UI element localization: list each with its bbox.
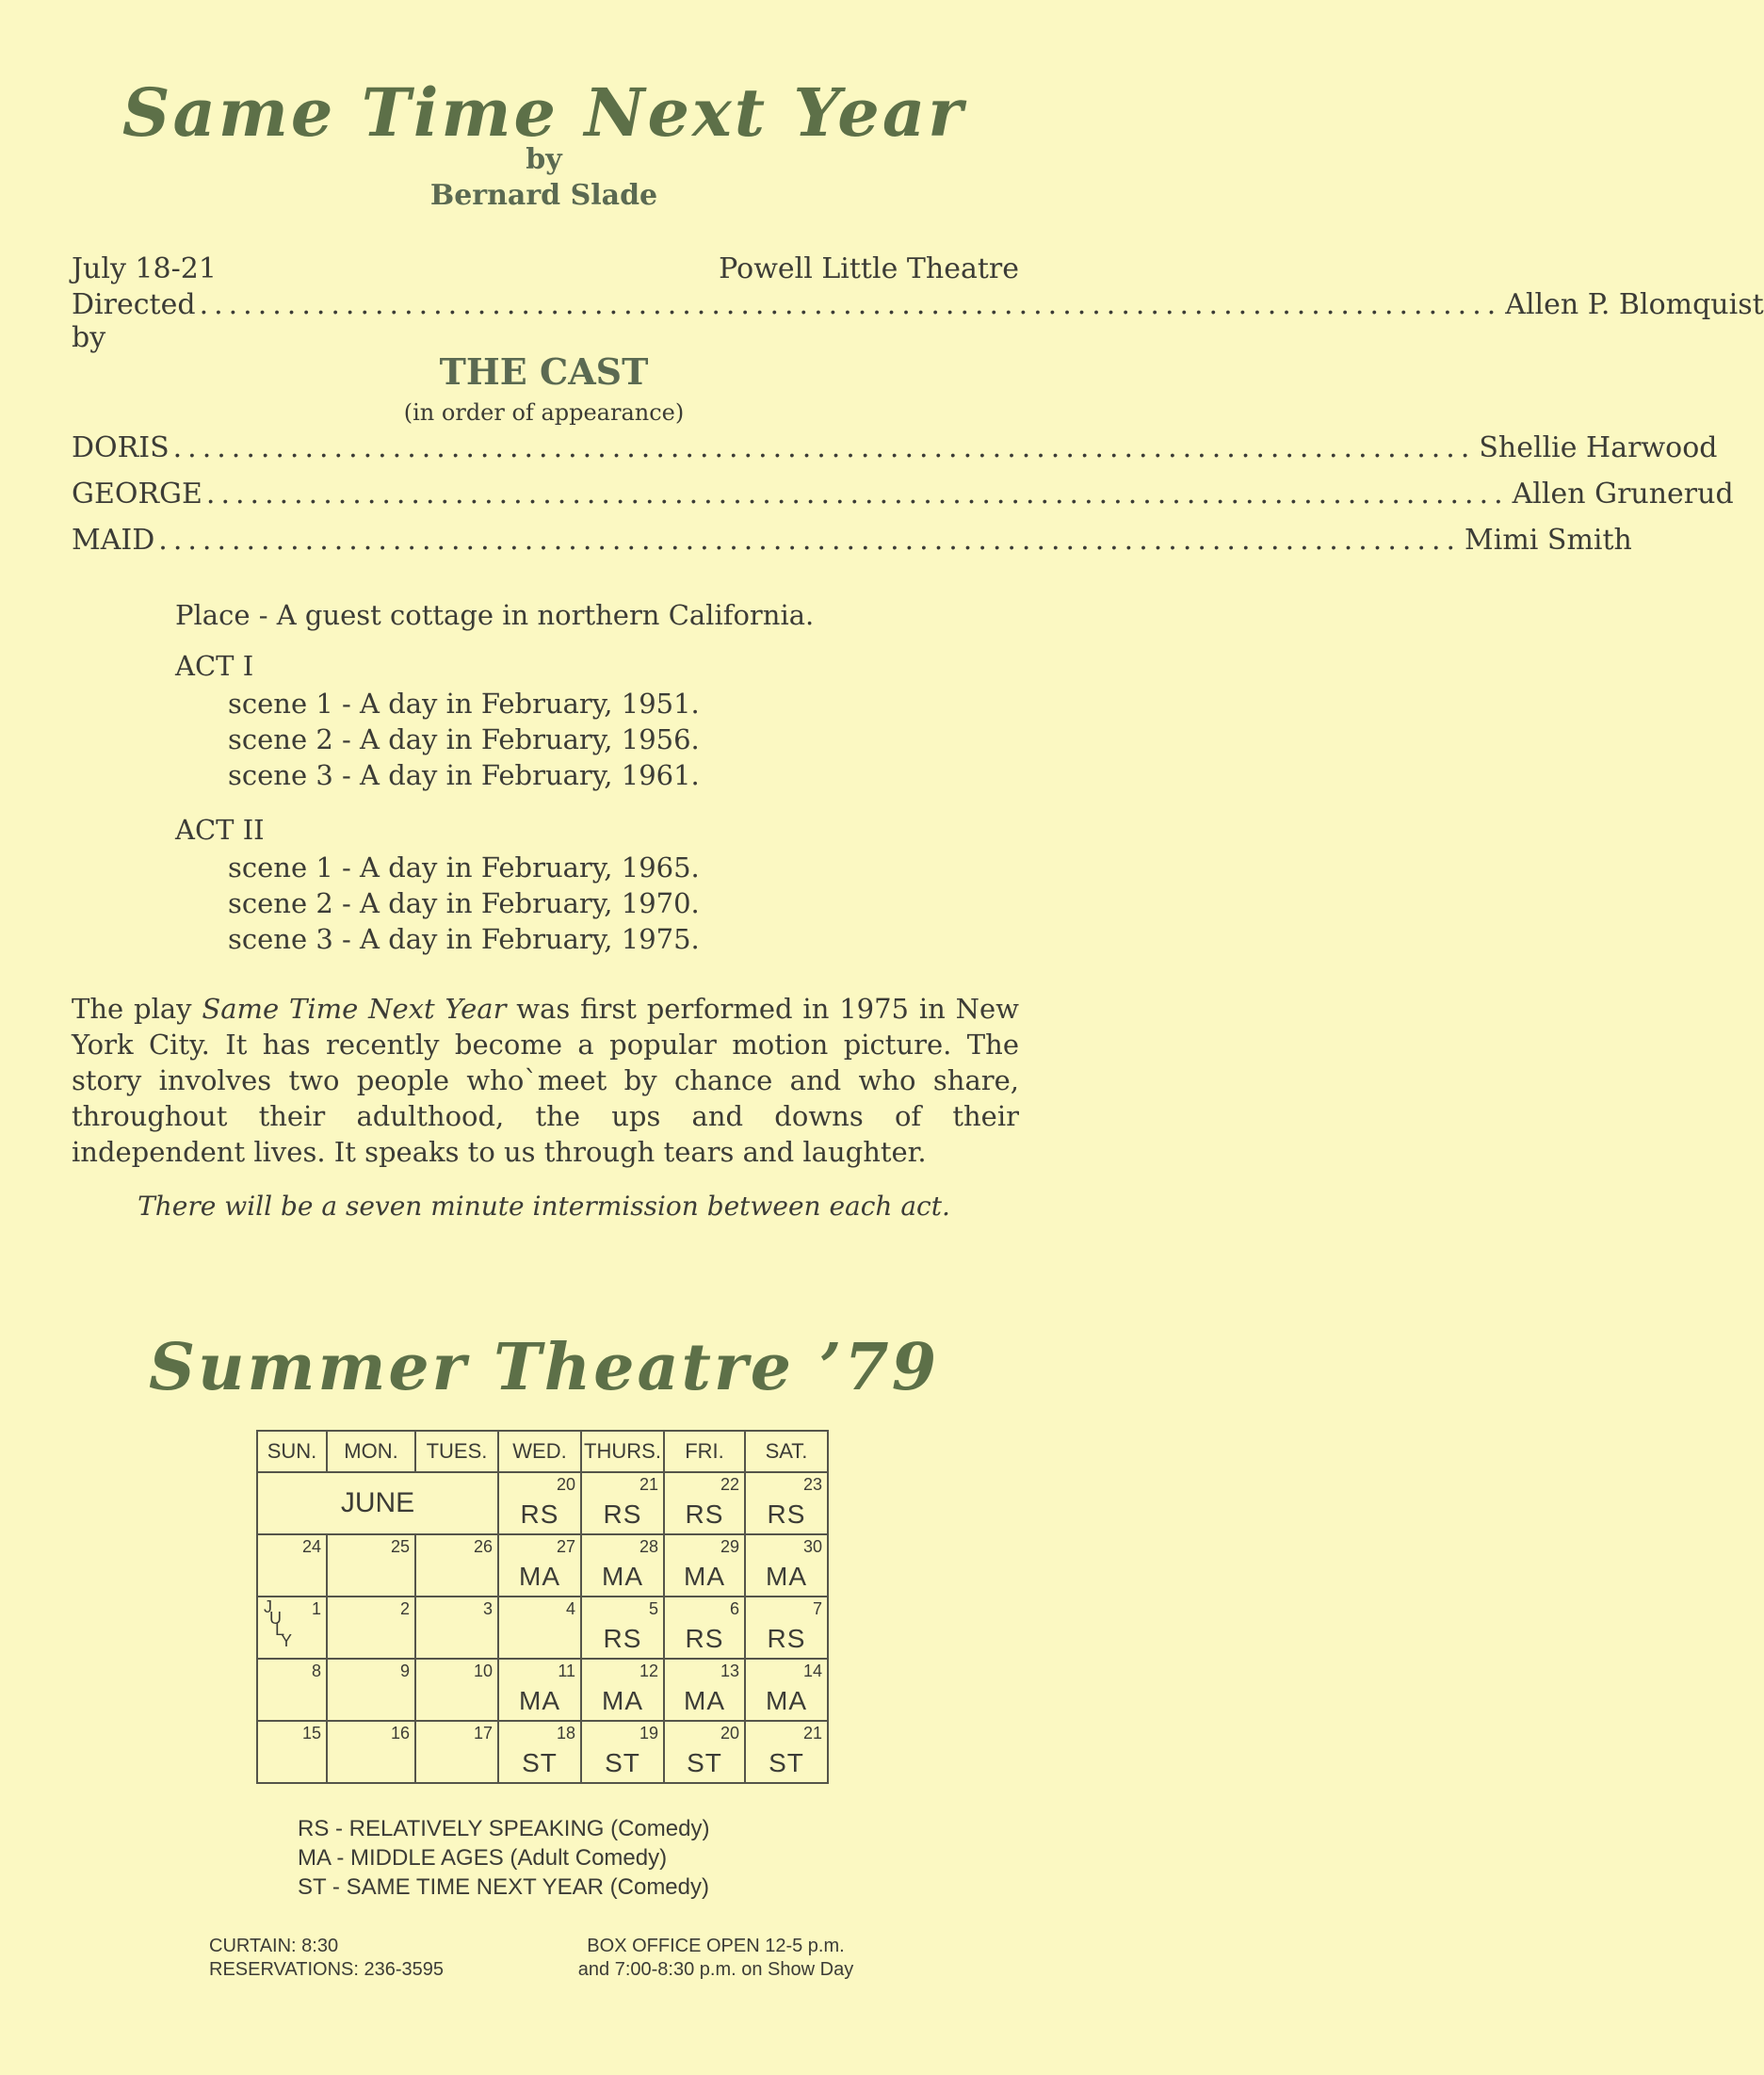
cast-row	[72, 478, 1734, 511]
calendar-day	[664, 1721, 745, 1783]
calendar-day	[581, 1534, 664, 1597]
calendar-day	[498, 1534, 581, 1597]
show-code: RS	[767, 1500, 806, 1529]
day-number: 1	[311, 1599, 321, 1618]
day-number: 10	[473, 1662, 493, 1680]
july-letter: L	[275, 1620, 285, 1639]
calendar-day	[664, 1472, 745, 1534]
day-header: TUES.	[415, 1431, 498, 1472]
day-number: 3	[482, 1599, 493, 1618]
day-number: 14	[802, 1662, 822, 1680]
dates-venue-row	[72, 252, 1019, 285]
calendar-day	[257, 1659, 327, 1721]
day-number: 15	[301, 1724, 321, 1743]
show-code: MA	[602, 1686, 643, 1715]
calendar-day	[257, 1597, 327, 1659]
day-number: 7	[812, 1599, 822, 1618]
show-code: RS	[685, 1624, 724, 1653]
reservations-phone: RESERVATIONS: 236-3595	[209, 1959, 445, 1980]
calendar-day	[415, 1659, 498, 1721]
author-name: Bernard Slade	[429, 179, 658, 212]
show-code: MA	[684, 1562, 725, 1591]
legend-item: ST - SAME TIME NEXT YEAR (Comedy)	[298, 1874, 709, 1900]
show-code: ST	[522, 1748, 558, 1777]
leader-dots: .........................................................................................	[205, 478, 1509, 511]
performance-dates: July 18-21	[72, 252, 217, 285]
day-number: 25	[390, 1537, 410, 1556]
day-header: THURS.	[581, 1431, 664, 1472]
box-office-hours: BOX OFFICE OPEN 12-5 p.m.	[587, 1936, 845, 1956]
curtain-info	[209, 1935, 444, 1982]
day-number: 21	[802, 1724, 822, 1743]
day-number: 11	[558, 1662, 575, 1680]
box-office-info	[565, 1935, 866, 1982]
calendar-day	[745, 1597, 828, 1659]
day-number: 18	[556, 1724, 575, 1743]
intermission-note: There will be a seven minute intermission between each act.	[138, 1191, 950, 1222]
calendar-week	[257, 1597, 828, 1659]
show-code: ST	[605, 1748, 640, 1777]
show-code: ST	[687, 1748, 722, 1777]
day-number: 19	[639, 1724, 658, 1743]
day-number: 13	[720, 1662, 739, 1680]
leader-dots: .........................................................................................	[199, 288, 1502, 321]
actor-name: Mimi Smith	[1465, 524, 1632, 557]
day-number: 5	[648, 1599, 658, 1618]
calendar-day	[415, 1534, 498, 1597]
july-letter: J	[264, 1597, 272, 1616]
legend-item: RS - RELATIVELY SPEAKING (Comedy)	[298, 1816, 710, 1841]
setting-place: Place - A guest cottage in northern California.	[175, 599, 815, 631]
day-number: 20	[720, 1724, 739, 1743]
july-letter: Y	[281, 1631, 293, 1650]
show-code: MA	[766, 1562, 807, 1591]
description-play-title: Same Time Next Year	[202, 993, 507, 1025]
show-legend	[298, 1814, 709, 1902]
calendar-day	[745, 1472, 828, 1534]
description-prefix: The play	[72, 993, 202, 1025]
calendar-week	[257, 1534, 828, 1597]
director-name: Allen P. Blomquist	[1505, 288, 1764, 321]
calendar-day	[745, 1534, 828, 1597]
calendar-day	[257, 1721, 327, 1783]
cast-subheading: (in order of appearance)	[403, 399, 685, 426]
show-code: RS	[767, 1624, 806, 1653]
day-number: 2	[399, 1599, 410, 1618]
actor-name: Shellie Harwood	[1479, 431, 1718, 464]
scene-line: scene 2 - A day in February, 1970.	[228, 887, 700, 919]
scene-line: scene 1 - A day in February, 1965.	[228, 851, 700, 883]
role-name: GEORGE	[72, 478, 202, 511]
calendar-day	[327, 1597, 415, 1659]
show-code: RS	[520, 1500, 559, 1529]
show-code: RS	[685, 1500, 724, 1529]
calendar-day	[415, 1721, 498, 1783]
day-number: 24	[301, 1537, 321, 1556]
calendar-day	[498, 1721, 581, 1783]
calendar-day	[327, 1534, 415, 1597]
play-title: Same Time Next Year	[121, 73, 966, 152]
scene-line: scene 3 - A day in February, 1975.	[228, 923, 700, 955]
day-header: SAT.	[745, 1431, 828, 1472]
day-number: 17	[473, 1724, 493, 1743]
box-office-show-day: and 7:00-8:30 p.m. on Show Day	[577, 1959, 854, 1980]
day-number: 29	[720, 1537, 739, 1556]
day-number: 4	[565, 1599, 575, 1618]
july-letter: U	[269, 1609, 282, 1628]
calendar-day	[745, 1721, 828, 1783]
calendar-day	[745, 1659, 828, 1721]
july-vertical-label	[264, 1597, 293, 1650]
actor-name: Allen Grunerud	[1512, 478, 1734, 511]
calendar-week	[257, 1721, 828, 1783]
summer-theatre-title: Summer Theatre ’79	[148, 1330, 940, 1405]
june-label-cell	[257, 1472, 498, 1534]
day-number: 30	[802, 1537, 822, 1556]
day-number: 28	[639, 1537, 658, 1556]
show-code: RS	[603, 1500, 642, 1529]
calendar-week	[257, 1472, 828, 1534]
director-row	[72, 288, 1764, 354]
role-name: MAID	[72, 524, 155, 557]
calendar-day	[327, 1659, 415, 1721]
day-header: WED.	[498, 1431, 581, 1472]
month-label: JUNE	[340, 1487, 415, 1518]
day-number: 9	[399, 1662, 410, 1680]
day-number: 6	[729, 1599, 739, 1618]
day-number: 27	[556, 1537, 575, 1556]
show-code: MA	[602, 1562, 643, 1591]
day-header: FRI.	[664, 1431, 745, 1472]
calendar-day	[257, 1534, 327, 1597]
day-number: 20	[556, 1475, 575, 1494]
curtain-time: CURTAIN: 8:30	[209, 1936, 339, 1956]
show-code: MA	[684, 1686, 725, 1715]
calendar-day	[498, 1659, 581, 1721]
calendar-day	[581, 1472, 664, 1534]
show-code: MA	[519, 1562, 560, 1591]
schedule-calendar	[256, 1430, 829, 1784]
cast-heading: THE CAST	[439, 350, 649, 393]
day-header: MON.	[327, 1431, 415, 1472]
calendar-day	[664, 1659, 745, 1721]
calendar-day	[664, 1597, 745, 1659]
show-code: RS	[603, 1624, 642, 1653]
role-name: DORIS	[72, 431, 170, 464]
day-number: 16	[390, 1724, 410, 1743]
day-number: 23	[802, 1475, 822, 1494]
day-number: 26	[473, 1537, 493, 1556]
cast-row	[72, 431, 1718, 464]
scene-line: scene 3 - A day in February, 1961.	[228, 759, 700, 791]
calendar-day	[581, 1721, 664, 1783]
play-description	[72, 991, 1019, 1170]
calendar-day	[498, 1472, 581, 1534]
day-header: SUN.	[257, 1431, 327, 1472]
act-label: ACT I	[175, 650, 254, 682]
show-code: ST	[769, 1748, 804, 1777]
day-number: 8	[311, 1662, 321, 1680]
venue-name: Powell Little Theatre	[719, 252, 1019, 285]
directed-by-label: Directed by	[72, 288, 196, 354]
leader-dots: .........................................................................................	[172, 431, 1476, 464]
calendar-day	[581, 1597, 664, 1659]
calendar-header-row	[257, 1431, 828, 1472]
scene-line: scene 1 - A day in February, 1951.	[228, 688, 700, 720]
description-body: was first performed in 1975 in New York City. It has recently become a popular motion picture. The story involves two people who`meet by chance and who share, throughout their adulthood, the ups and downs of their independent lives. It speaks to us through tears and laughter.	[72, 993, 1019, 1168]
by-label: by	[526, 143, 562, 176]
day-number: 12	[639, 1662, 658, 1680]
calendar-day	[498, 1597, 581, 1659]
show-code: MA	[519, 1686, 560, 1715]
calendar-day	[581, 1659, 664, 1721]
leader-dots: .........................................................................................	[158, 524, 1462, 557]
day-number: 22	[720, 1475, 739, 1494]
scene-line: scene 2 - A day in February, 1956.	[228, 723, 700, 755]
show-code: MA	[766, 1686, 807, 1715]
legend-item: MA - MIDDLE AGES (Adult Comedy)	[298, 1845, 668, 1871]
calendar-day	[664, 1534, 745, 1597]
calendar-day	[327, 1721, 415, 1783]
day-number: 21	[639, 1475, 658, 1494]
cast-row	[72, 524, 1632, 557]
act-label: ACT II	[175, 814, 265, 846]
calendar-day	[415, 1597, 498, 1659]
calendar-week	[257, 1659, 828, 1721]
